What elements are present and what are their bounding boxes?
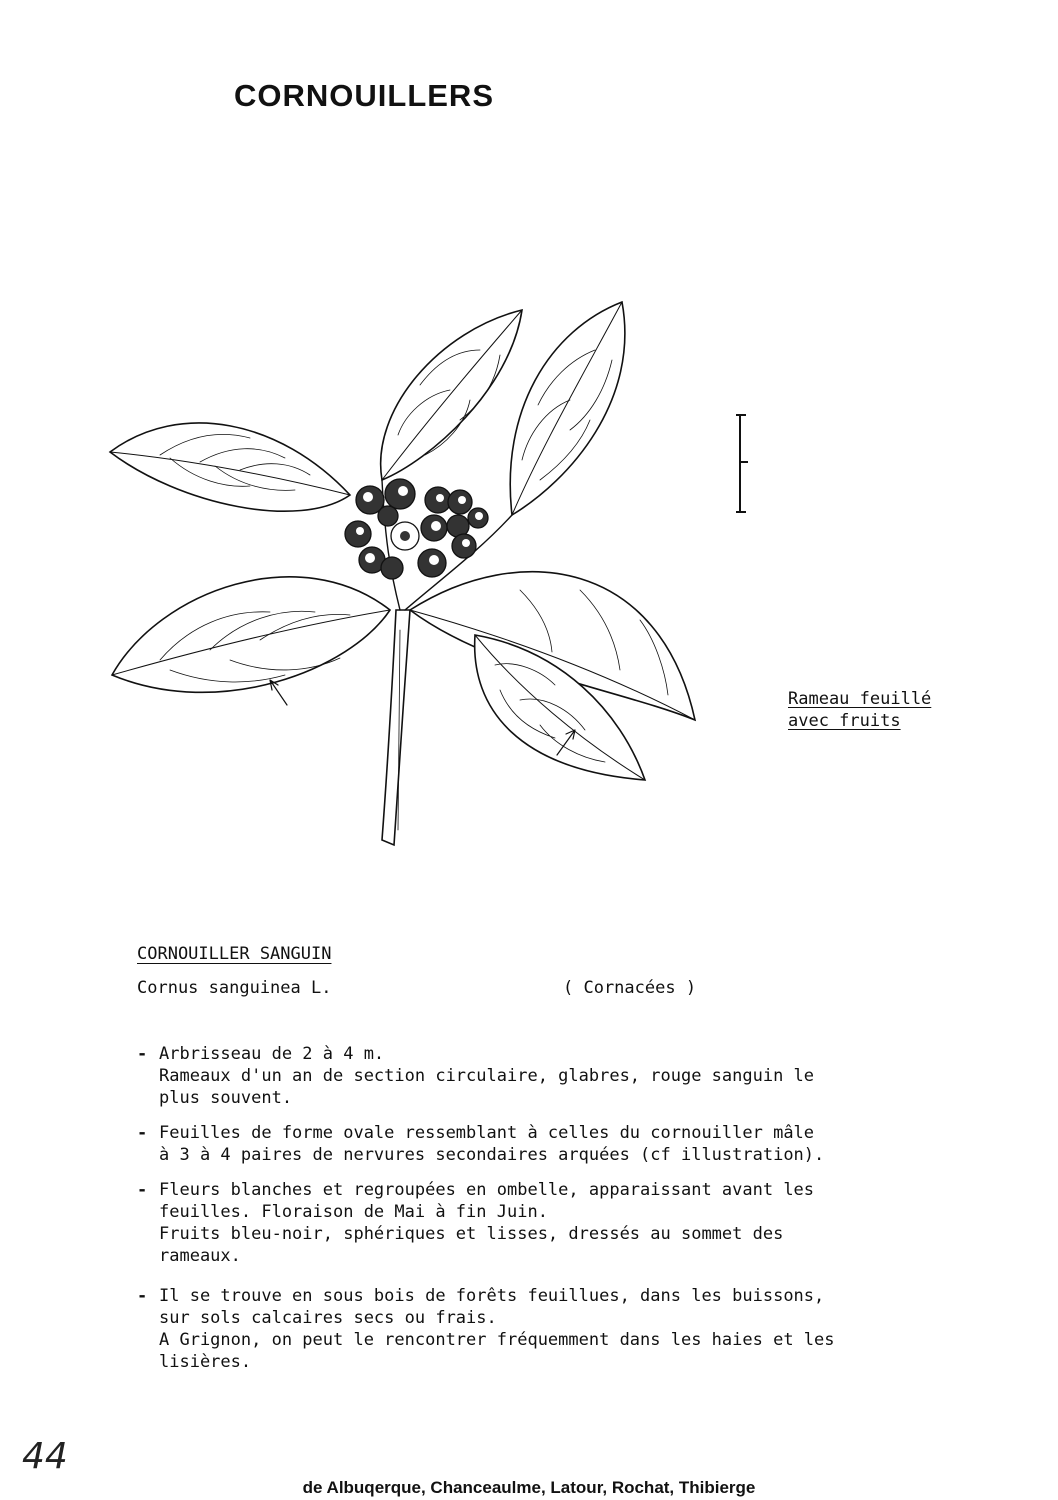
caption-line-2: avec fruits: [788, 711, 901, 731]
description-line: Feuilles de forme ovale ressemblant à celles du cornouiller mâle: [159, 1123, 815, 1143]
bullet-dash: -: [137, 1180, 148, 1200]
fruit-cluster: [345, 479, 488, 579]
arrow-lower-left: [270, 680, 287, 705]
description-line: à 3 à 4 paires de nervures secondaires arquées (cf illustration).: [159, 1145, 825, 1165]
description-line: Fruits bleu-noir, sphériques et lisses, dressés au sommet des: [159, 1224, 784, 1244]
leaf-lower-left: [112, 577, 390, 692]
description-line: Rameaux d'un an de section circulaire, glabres, rouge sanguin le: [159, 1066, 815, 1086]
description-line: lisières.: [159, 1352, 252, 1372]
description-item: [137, 1122, 937, 1166]
cornus-branch-illustration: [100, 290, 780, 860]
description-line: rameaux.: [159, 1246, 241, 1266]
leaf-upper-right: [510, 302, 625, 515]
leaf-upper-left: [110, 423, 350, 511]
description-line: Fleurs blanches et regroupées en ombelle, apparaissant avant les: [159, 1180, 815, 1200]
bullet-dash: -: [137, 1044, 148, 1064]
description-list: [137, 1043, 937, 1386]
description-line: feuilles. Floraison de Mai à fin Juin.: [159, 1202, 548, 1222]
description-line: plus souvent.: [159, 1088, 293, 1108]
species-family: ( Cornacées ): [563, 978, 697, 998]
description-line: Il se trouve en sous bois de forêts feuillues, dans les buissons,: [159, 1286, 825, 1306]
bullet-dash: -: [137, 1123, 148, 1143]
description-item: [137, 1043, 937, 1109]
description-line: A Grignon, on peut le rencontrer fréquemment dans les haies et les: [159, 1330, 835, 1350]
description-item: [137, 1179, 937, 1267]
caption-line-1: Rameau feuillé: [788, 689, 932, 709]
species-latin-name: Cornus sanguinea L.: [137, 978, 332, 998]
page-title: CORNOUILLERS: [234, 78, 494, 113]
description-line: Arbrisseau de 2 à 4 m.: [159, 1044, 385, 1064]
page-number: 44: [22, 1436, 68, 1477]
stem: [382, 610, 410, 845]
species-common-name: CORNOUILLER SANGUIN: [137, 944, 332, 964]
description-line: sur sols calcaires secs ou frais.: [159, 1308, 497, 1328]
authors-footer: de Albuqerque, Chanceaulme, Latour, Rochat, Thibierge: [302, 1478, 756, 1497]
scale-bar: [736, 415, 748, 512]
figure-caption: [788, 688, 931, 732]
description-item: [137, 1285, 937, 1373]
bullet-dash: -: [137, 1286, 148, 1306]
